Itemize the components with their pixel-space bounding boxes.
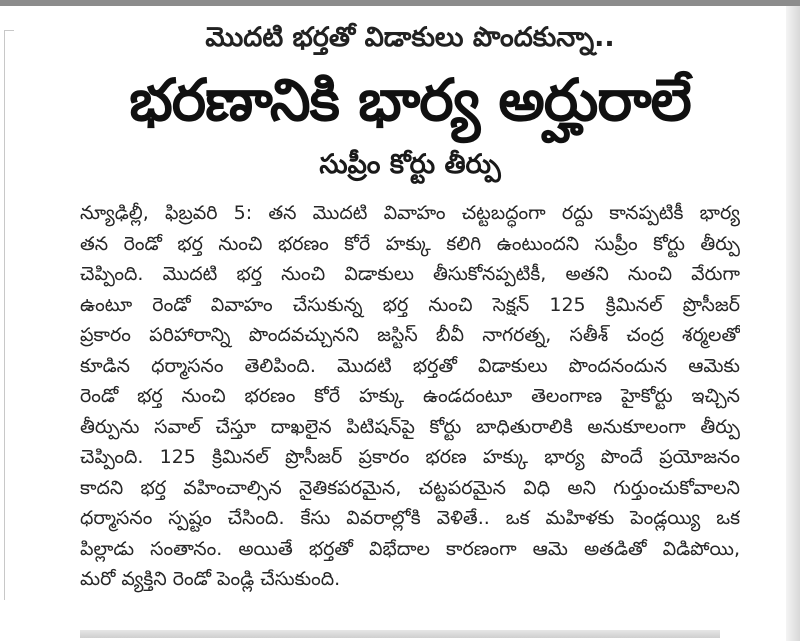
left-column-rule	[4, 30, 5, 600]
article-body-line: కూడిన ధర్మాసనం తెలిపింది. మొదటి భర్తతో విడాకులు పొందనందున ఆమెకు	[80, 354, 740, 377]
article-body-line: పిల్లాడు సంతానం. అయితే భర్తతో విభేదాల కారణంగా ఆమె అతడితో విడిపోయి,	[80, 537, 740, 560]
left-column-rule-tick	[4, 30, 14, 31]
article-body-line: మరో వ్యక్తిని రెండో పెండ్లి చేసుకుంది.	[80, 568, 341, 590]
top-border-bar	[0, 0, 800, 6]
news-article	[80, 10, 740, 630]
article-body-line: తన రెండో భర్త నుంచి భరణం కోరే హక్కు కలిగి ఉంటుందని సుప్రీం కోర్టు తీర్పు	[80, 232, 740, 255]
article-body-line: ఉంటూ రెండో వివాహం చేసుకున్న భర్త నుంచి సెక్షన్ 125 క్రిమినల్ ప్రొసీజర్	[80, 293, 740, 316]
article-body-line: రెండో భర్త నుంచి భరణం కోరే హక్కు ఉండదంటూ తెలంగాణ హైకోర్టు ఇచ్చిన	[80, 385, 740, 407]
article-body-line: చెప్పింది. 125 క్రిమినల్ ప్రొసీజర్ ప్రకారం భరణ హక్కు భార్య పొందే ప్రయోజనం	[80, 446, 740, 468]
article-subhead: సుప్రీం కోర్టు తీర్పు	[319, 149, 501, 180]
article-body	[80, 198, 740, 595]
article-kicker: మొదటి భర్తతో విడాకులు పొందకున్నా..	[205, 22, 615, 53]
article-body-line: ధర్మాసనం స్పష్టం చేసింది. కేసు వివరాల్లోకి వెళితే.. ఒక మహిళకు పెండ్లయ్యి ఒక	[80, 507, 740, 529]
article-body-line: న్యూఢిల్లీ, ఫిబ్రవరి 5: తన మొదటి వివాహం చట్టబద్ధంగా రద్దు కానప్పటికీ భార్య	[80, 202, 740, 224]
article-body-line: కాదని భర్త వహించాల్సిన నైతికపరమైన, చట్టపరమైన విధి అని గుర్తుంచుకోవాలని	[80, 476, 740, 499]
article-body-line: తీర్పును సవాల్ చేస్తూ దాఖలైన పిటిషన్‌పై కోర్టు బాధితురాలికి అనుకూలంగా తీర్పు	[80, 415, 740, 438]
article-body-line: ప్రకారం పరిహారాన్ని పొందవచ్చునని జస్టిస్ బీవీ నాగరత్న, సతీశ్ చంద్ర శర్మలతో	[80, 324, 740, 346]
article-body-line: చెప్పింది. మొదటి భర్త నుంచి విడాకులు తీసుకోనప్పటికీ, అతని నుంచి వేరుగా	[80, 263, 740, 285]
bottom-border-bar	[80, 630, 720, 638]
page-edge-shadow	[786, 6, 800, 641]
article-headline: భరణానికి భార్య అర్హురాలే	[129, 66, 691, 134]
